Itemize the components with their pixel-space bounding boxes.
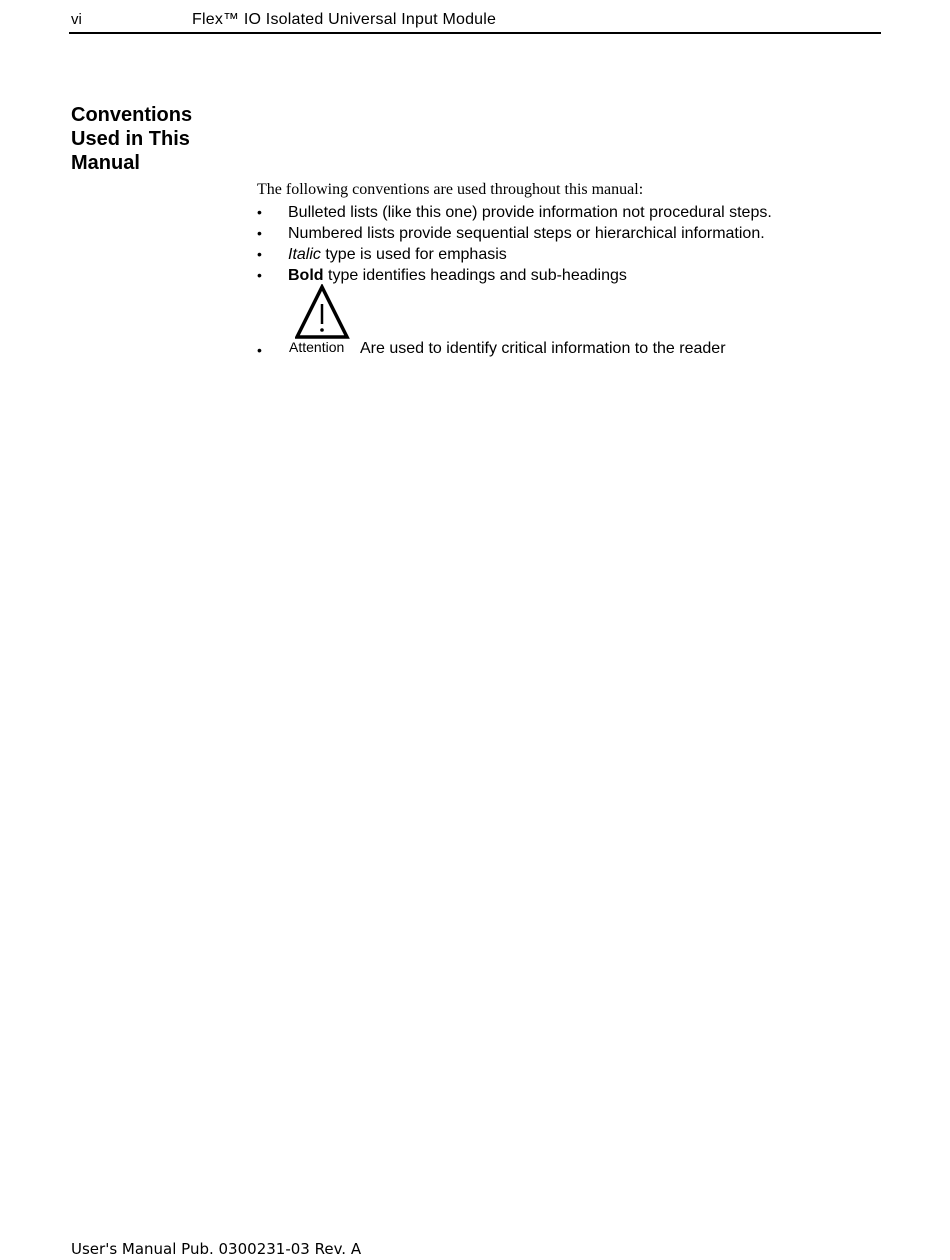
list-item [257,265,857,286]
attention-badge [289,284,355,359]
list-item-text: type is used for emphasis [320,246,507,263]
section-heading: Conventions Used in This Manual [71,104,193,174]
bullet-icon: • [257,225,262,241]
bullet-icon: • [257,246,262,262]
intro-text: The following conventions are used throughout this manual: [257,181,644,198]
bold-example: Bold [288,267,324,284]
warning-triangle-icon [295,284,351,340]
list-item [257,244,857,265]
conventions-list [257,202,857,286]
list-item-text: Bulleted lists (like this one) provide information not procedural steps. [288,204,772,221]
list-item-text: Numbered lists provide sequential steps or hierarchical information. [288,225,765,242]
bullet-icon: • [257,267,262,283]
list-item [257,202,857,223]
bullet-icon: • [257,342,262,358]
document-title: Flex™ IO Isolated Universal Input Module [192,11,497,28]
list-item [257,223,857,244]
bullet-icon: • [257,204,262,220]
italic-example: Italic [288,246,321,263]
attention-label: Attention [289,339,345,355]
page-number: vi [71,11,82,28]
list-item-text: type identifies headings and sub-headings [323,267,627,284]
page-footer: User's Manual Pub. 0300231-03 Rev. A [71,1240,362,1258]
attention-list-item [257,284,857,364]
page-header [69,8,881,34]
attention-text: Are used to identify critical information to the reader [360,340,726,357]
